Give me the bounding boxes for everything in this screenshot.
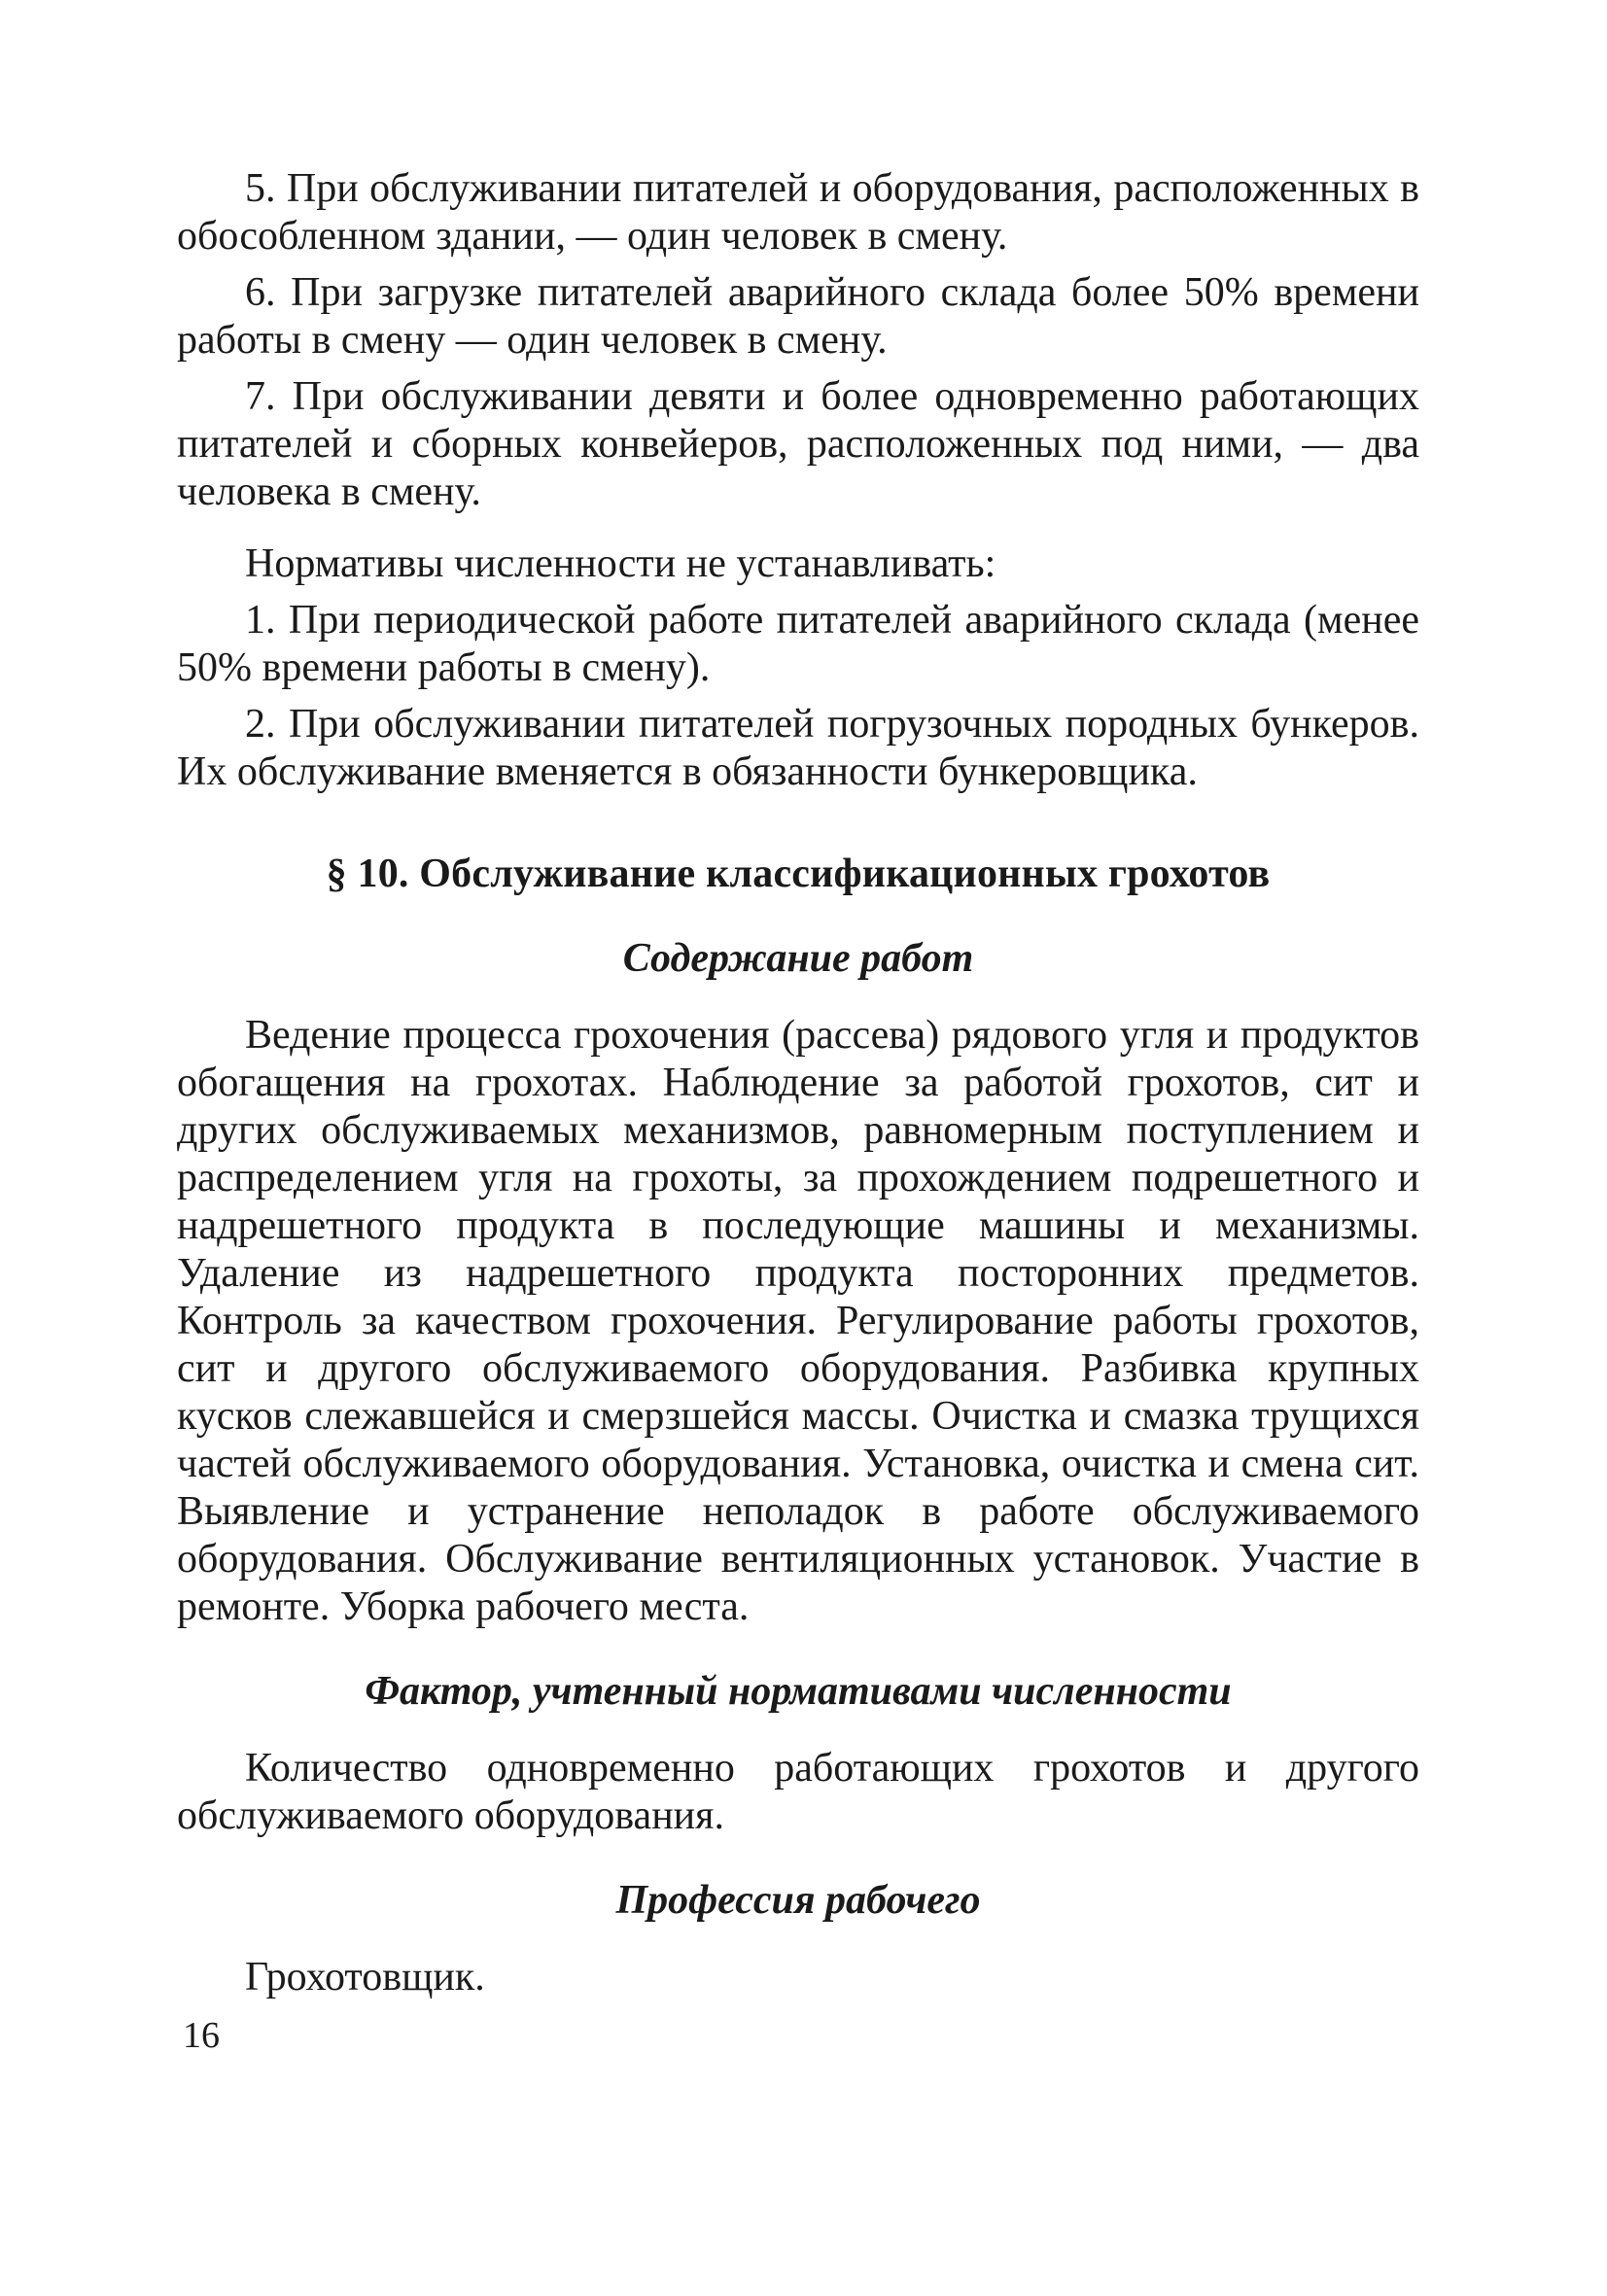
- list-item-6: 6. При загрузке питателей аварийного склада более 50% времени работы в смену — один человек в смену.: [177, 270, 1419, 363]
- factor-heading: Фактор, учтенный нормативами численности: [365, 1669, 1232, 1714]
- list-item-5: 5. При обслуживании питателей и оборудования, расположенных в обособленном здании, — один человек в смену.: [177, 166, 1419, 259]
- page-number: 16: [183, 2015, 220, 2056]
- work-content-text: Ведение процесса грохочения (рассева) рядового угля и продуктов обогащения на грохотах. Наблюдение за работой грохотов, сит и других обслуживаемых механизмов, равномерным поступлением и распределением угля на грохоты, за прохождением подрешетного и надрешетного продукта в последующие машины и механизмы. Удаление из надрешетного продукта посторонних предметов. Контроль за качеством грохочения. Регулирование работы грохотов, сит и другого обслуживаемого оборудования. Разбивка крупных кусков слежавшейся и смерзшейся массы. Очистка и смазка трущихся частей обслуживаемого оборудования. Установка, очистка и смена сит. Выявление и устранение неполадок в работе обслуживаемого оборудования. Обслуживание вентиляционных установок. Участие в ремонте. Уборка рабочего места.: [177, 1013, 1419, 1629]
- norms-exclusion-1: 1. При периодической работе питателей аварийного склада (менее 50% времени работы в смену).: [177, 598, 1419, 690]
- profession-text: Грохотовщик.: [245, 1955, 485, 2000]
- document-page: [177, 165, 1419, 2010]
- norms-intro: Нормативы численности не устанавливать:: [245, 541, 996, 586]
- list-item-7: 7. При обслуживании девяти и более одновременно работающих питателей и сборных конвейеров, расположенных под ними, — два человека в смену.: [177, 374, 1419, 514]
- factor-text: Количество одновременно работающих грохотов и другого обслуживаемого оборудования.: [177, 1746, 1419, 1838]
- section-title: § 10. Обслуживание классификационных грохотов: [326, 852, 1271, 896]
- norms-exclusion-2: 2. При обслуживании питателей погрузочных породных бункеров. Их обслуживание вменяется в обязанности бункеровщика.: [177, 702, 1419, 794]
- profession-heading: Профессия рабочего: [615, 1878, 981, 1923]
- work-content-heading: Содержание работ: [622, 936, 974, 981]
